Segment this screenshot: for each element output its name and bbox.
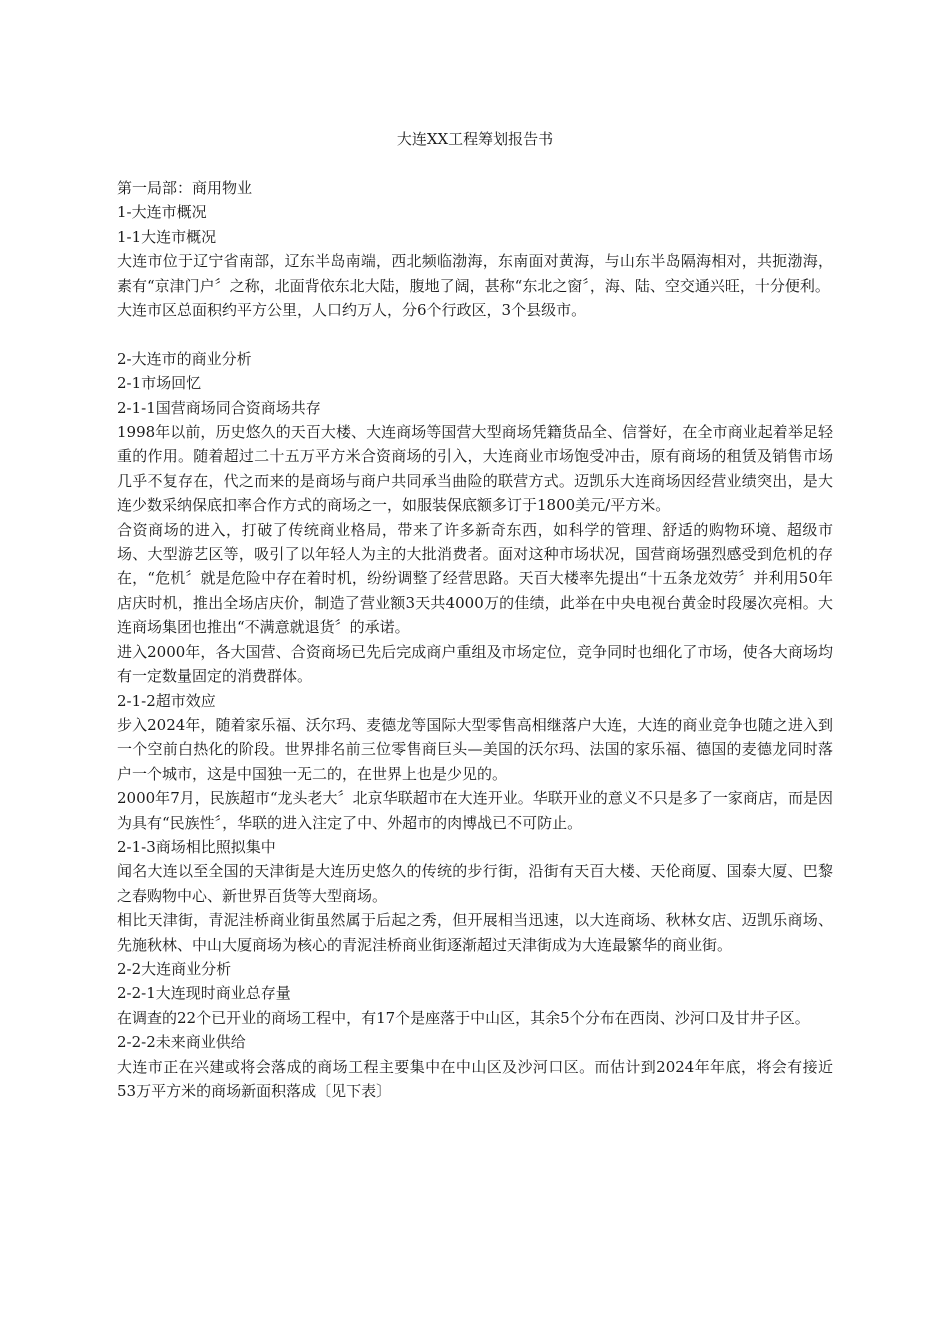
- body-paragraph: 大连市位于辽宁省南部，辽东半岛南端，西北频临渤海，东南面对黄海，与山东半岛隔海相对，共扼渤海，素有“京津门户〞之称，北面背依东北大陆，腹地了阔，甚称“东北之窗〞，海、陆、空交通兴旺，十分便利。: [117, 252, 833, 295]
- document-body: [117, 176, 833, 1103]
- section-heading: 第一局部：商用物业: [117, 179, 253, 197]
- body-paragraph: 合资商场的进入，打破了传统商业格局，带来了许多新奇东西，如科学的管理、舒适的购物环境、超级市场、大型游艺区等，吸引了以年轻人为主的大批消费者。面对这种市场状况，国营商场强烈感受到危机的存在，“危机〞就是危险中存在着时机，纷纷调整了经营思路。天百大楼率先提出“十五条龙效劳〞并利用50年店庆时机，推出全场店庆价，制造了营业额3天共4000万的佳绩，此举在中央电视台黄金时段屡次亮相。大连商场集团也推出“不满意就退货〞的承诺。: [117, 520, 833, 637]
- body-paragraph: 闻名大连以至全国的天津街是大连历史悠久的传统的步行街，沿街有天百大楼、天伦商厦、国泰大厦、巴黎之春购物中心、新世界百货等大型商场。: [117, 862, 833, 905]
- section-heading: 1-大连市概况: [117, 203, 207, 222]
- section-heading: 2-1-3商场相比照拟集中: [117, 837, 276, 856]
- section-heading: 2-2-1大连现时商业总存量: [117, 984, 291, 1003]
- body-paragraph: 步入2024年，随着家乐福、沃尔玛、麦德龙等国际大型零售高相继落户大连，大连的商业竞争也随之进入到一个空前白热化的阶段。世界排名前三位零售商巨头—美国的沃尔玛、法国的家乐福、德国的麦德龙同时落户一个城市，这是中国独一无二的，在世界上也是少见的。: [117, 715, 833, 783]
- section-heading: 2-1-2超市效应: [117, 691, 216, 710]
- section-heading: 2-1-1国营商场同合资商场共存: [117, 398, 321, 417]
- document-title: 大连XX工程筹划报告书: [396, 130, 554, 148]
- section-heading: 2-1市场回忆: [117, 374, 202, 393]
- body-paragraph: 1998年以前，历史悠久的天百大楼、大连商场等国营大型商场凭籍货品全、信誉好，在全市商业起着举足轻重的作用。随着超过二十五万平方米合资商场的引入，大连商业市场饱受冲击，原有商场的租赁及销售市场几乎不复存在，代之而来的是商场与商户共同承当曲险的联营方式。迈凯乐大连商场因经营业绩突出，是大连少数采纳保底扣率合作方式的商场之一，如服装保底额多订于1800美元/平方米。: [117, 423, 833, 515]
- body-paragraph: 相比天津街，青泥洼桥商业街虽然属于后起之秀，但开展相当迅速，以大连商场、秋林女店、迈凯乐商场、先施秋林、中山大厦商场为核心的青泥洼桥商业街逐渐超过天津街成为大连最繁华的商业街。: [117, 911, 833, 954]
- section-heading: 2-2-2未来商业供给: [117, 1033, 246, 1052]
- body-paragraph: 大连市正在兴建或将会落成的商场工程主要集中在中山区及沙河口区。而估计到2024年年底，将会有接近53万平方米的商场新面积落成〔见下表〕: [117, 1057, 833, 1101]
- section-heading: 2-2大连商业分析: [117, 959, 232, 978]
- body-paragraph: 在调查的22个已开业的商场工程中，有17个是座落于中山区，其余5个分布在西岗、沙河口及甘井子区。: [117, 1008, 810, 1027]
- section-heading: 2-大连市的商业分析: [117, 349, 252, 368]
- body-paragraph: 大连市区总面积约平方公里，人口约万人，分6个行政区，3个县级市。: [117, 301, 587, 320]
- body-paragraph: 进入2000年，各大国营、合资商场已先后完成商户重组及市场定位，竞争同时也细化了市场，使各大商场均有一定数量固定的消费群体。: [117, 642, 833, 686]
- blank-line: [117, 322, 833, 346]
- section-heading: 1-1大连市概况: [117, 227, 217, 246]
- body-paragraph: 2000年7月，民族超市“龙头老大〞北京华联超市在大连开业。华联开业的意义不只是多了一家商店，而是因为具有“民族性〞，华联的进入注定了中、外超市的肉博战已不可防止。: [117, 789, 833, 832]
